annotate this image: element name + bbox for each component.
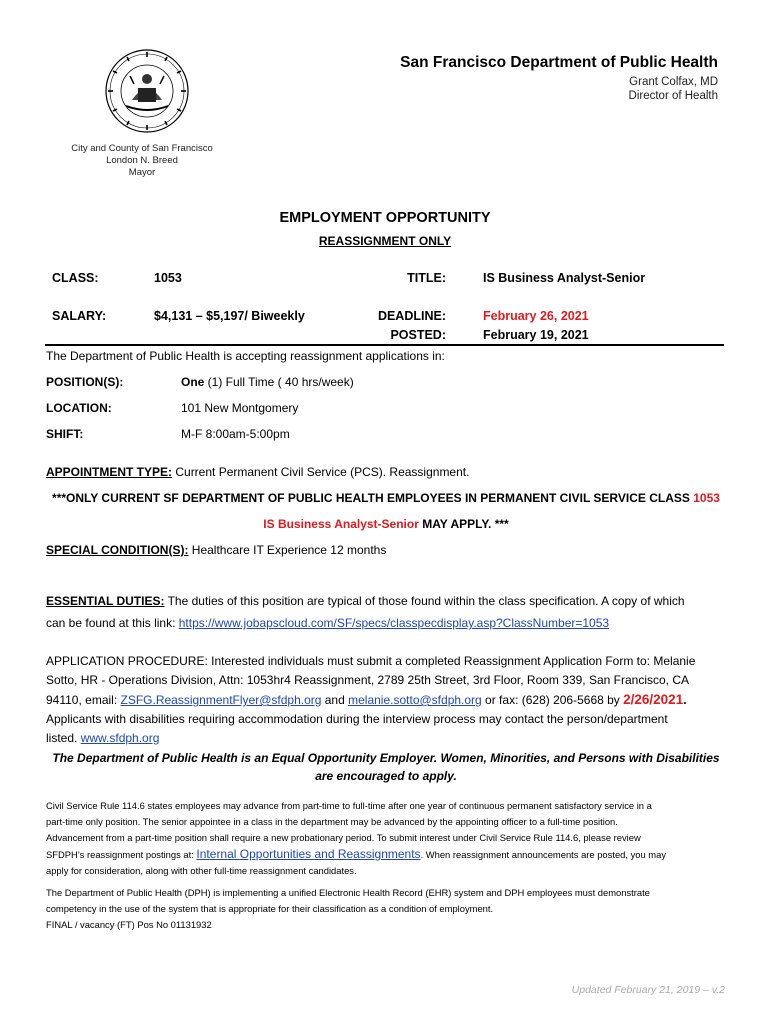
civil-service-line-1: Civil Service Rule 114.6 states employees may advance from part-time to full-time after one year of continuous permanent satisfactory service in a xyxy=(46,800,652,811)
procedure-period: . xyxy=(683,693,687,707)
sfdph-website-link[interactable]: www.sfdph.org xyxy=(80,731,160,745)
position-value xyxy=(181,375,354,389)
procedure-fax: or fax: (628) 206-5668 by xyxy=(481,693,624,707)
contact-email-link[interactable]: melanie.sotto@sfdph.org xyxy=(348,693,482,707)
duties-text: The duties of this position are typical of those found within the class specification. A copy of which xyxy=(164,594,685,608)
city-seal-logo xyxy=(104,48,190,134)
civil-service-line-4-prefix: SFDPH’s reassignment postings at: xyxy=(46,849,197,860)
vacancy-line: FINAL / vacancy (FT) Pos No 01131932 xyxy=(46,919,212,930)
civil-service-rule xyxy=(46,798,726,879)
procedure-line-3-prefix: 94110, email: xyxy=(46,693,121,707)
special-label: SPECIAL CONDITION(S): xyxy=(46,543,189,557)
eeo-statement xyxy=(46,749,726,785)
intro-text: The Department of Public Health is accepting reassignment applications in: xyxy=(46,349,445,363)
posted-label: POSTED: xyxy=(390,328,446,342)
class-spec-link[interactable]: https://www.jobapscloud.com/SF/specs/classpecdisplay.asp?ClassNumber=1053 xyxy=(178,616,610,630)
footer-updated: Updated February 21, 2019 – v.2 xyxy=(571,984,725,996)
ehr-line-1: The Department of Public Health (DPH) is implementing a unified Electronic Health Record (EHR) system and DPH employees must demonstrate xyxy=(46,887,650,898)
civil-service-line-2: part-time only position. The senior appointee in a class in the department may be advanced by the appointing officer to a full-time position. xyxy=(46,816,618,827)
city-name: City and County of San Francisco xyxy=(71,143,213,154)
eeo-line-1: The Department of Public Health is an Equal Opportunity Employer. Women, Minorities, and Persons with Disabilities xyxy=(52,751,720,765)
eligibility-suffix: MAY APPLY. *** xyxy=(418,517,509,531)
director-name: Grant Colfax, MD xyxy=(629,76,718,88)
appointment-label: APPOINTMENT TYPE: xyxy=(46,465,173,479)
department-title: San Francisco Department of Public Health xyxy=(400,54,718,71)
reassignment-email-link[interactable]: ZSFG.ReassignmentFlyer@sfdph.org xyxy=(120,693,322,707)
shift-value: M-F 8:00am-5:00pm xyxy=(181,427,290,441)
class-label: CLASS: xyxy=(52,271,99,285)
location-label: LOCATION: xyxy=(46,401,112,415)
position-count: One xyxy=(181,375,205,389)
procedure-and: and xyxy=(321,693,349,707)
procedure-line-3 xyxy=(46,690,726,710)
page-subtitle: REASSIGNMENT ONLY xyxy=(318,234,452,248)
civil-service-line-3: Advancement from a part-time position shall require a new probationary period. To submit interest under Civil Service Rule 114.6, please review xyxy=(46,832,641,843)
title-value: IS Business Analyst-Senior xyxy=(483,271,646,285)
eligibility-line-2 xyxy=(46,517,726,531)
appointment-value: Current Permanent Civil Service (PCS). Reassignment. xyxy=(172,465,470,479)
posted-value: February 19, 2021 xyxy=(483,328,589,342)
eligibility-prefix: ***ONLY CURRENT SF DEPARTMENT OF PUBLIC HEALTH EMPLOYEES IN PERMANENT CIVIL SERVICE CLASS xyxy=(52,491,694,505)
deadline-value: February 26, 2021 xyxy=(483,309,589,323)
duties-link-prefix: can be found at this link: xyxy=(46,616,179,630)
salary-label: SALARY: xyxy=(52,309,107,323)
procedure-line-5-prefix: listed. xyxy=(46,731,81,745)
page-title: EMPLOYMENT OPPORTUNITY xyxy=(279,210,491,226)
civil-service-line-4 xyxy=(46,846,726,863)
procedure-deadline: 2/26/2021 xyxy=(623,692,684,707)
eligibility-class: 1053 xyxy=(693,491,720,505)
eligibility-title: IS Business Analyst-Senior xyxy=(263,517,419,531)
shift-label: SHIFT: xyxy=(46,427,84,441)
special-condition xyxy=(46,543,386,557)
class-value: 1053 xyxy=(154,271,182,285)
ehr-line-2: competency in the use of the system that is appropriate for their classification as a condition of employment. xyxy=(46,903,494,914)
ehr-notice xyxy=(46,885,726,933)
special-value: Healthcare IT Experience 12 months xyxy=(188,543,387,557)
mayor-name: London N. Breed xyxy=(106,155,178,166)
appointment-type xyxy=(46,465,469,479)
civil-service-line-4-suffix: . When reassignment announcements are posted, you may xyxy=(420,849,667,860)
eeo-line-2: are encouraged to apply. xyxy=(315,769,457,783)
civil-service-line-5: apply for consideration, along with other full-time reassignment candidates. xyxy=(46,865,357,876)
procedure-line-1: APPLICATION PROCEDURE: Interested individuals must submit a completed Reassignment Application Form to: Melanie xyxy=(46,654,696,668)
duties-label: ESSENTIAL DUTIES: xyxy=(46,594,165,608)
application-procedure xyxy=(46,652,726,748)
title-label: TITLE: xyxy=(407,271,446,285)
internal-opportunities-link[interactable]: Internal Opportunities and Reassignments xyxy=(196,847,421,861)
essential-duties xyxy=(46,592,726,633)
procedure-line-2: Sotto, HR - Operations Division, Attn: 1053hr4 Reassignment, 2789 25th Street, 3rd Floor, Room 339, San Francisco, CA xyxy=(46,673,689,687)
director-title: Director of Health xyxy=(628,90,718,102)
location-value: 101 New Montgomery xyxy=(181,401,299,415)
deadline-label: DEADLINE: xyxy=(377,309,446,323)
eligibility-line-1 xyxy=(46,491,726,505)
procedure-line-5 xyxy=(46,729,726,748)
divider-line xyxy=(45,344,724,346)
salary-value: $4,131 – $5,197/ Biweekly xyxy=(154,309,305,323)
position-label: POSITION(S): xyxy=(46,375,124,389)
procedure-line-4: Applicants with disabilities requiring accommodation during the interview process may contact the person/department xyxy=(46,712,668,726)
mayor-title: Mayor xyxy=(128,167,156,178)
position-detail: (1) Full Time ( 40 hrs/week) xyxy=(204,375,354,389)
